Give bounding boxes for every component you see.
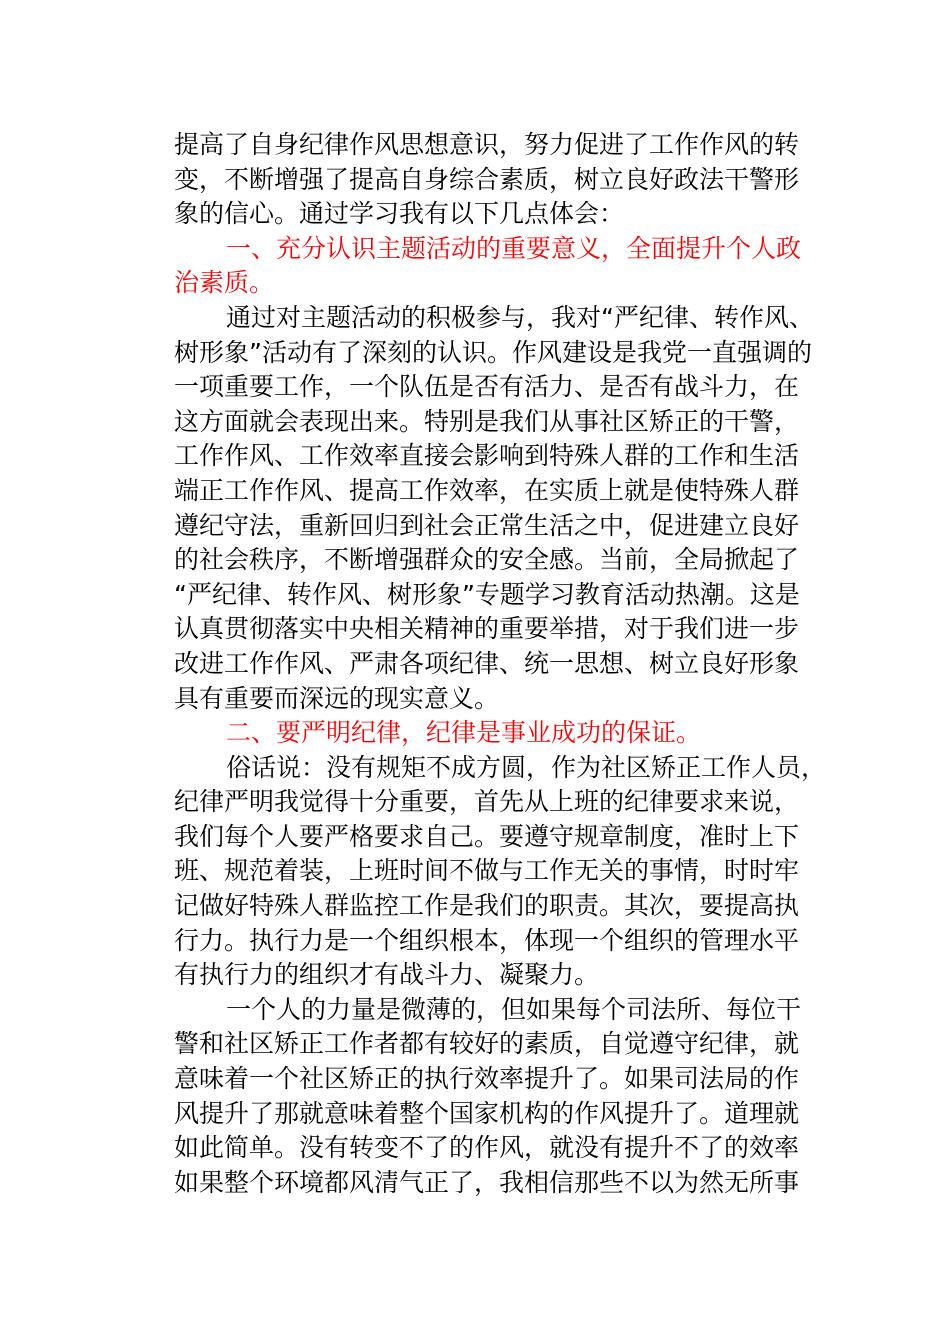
text-line: 的社会秩序，不断增强群众的安全感。当前，全局掀起了 <box>174 545 800 575</box>
text-line: 记做好特殊人群监控工作是我们的职责。其次，要提高执 <box>174 891 800 921</box>
text-line: 提高了自身纪律作风思想意识，努力促进了工作作风的转 <box>174 130 800 159</box>
text-line: 这方面就会表现出来。特别是我们从事社区矫正的干警， <box>174 406 800 436</box>
text-line: 风提升了那就意味着整个国家机构的作风提升了。道理就 <box>174 1098 800 1128</box>
text-line: 班、规范着装，上班时间不做与工作无关的事情，时时牢 <box>174 856 800 886</box>
section-heading-2: 二、要严明纪律，纪律是事业成功的保证。 <box>226 718 702 748</box>
text-line: 纪律严明我觉得十分重要，首先从上班的纪律要求来说， <box>174 787 800 817</box>
text-line: 一项重要工作，一个队伍是否有活力、是否有战斗力，在 <box>174 372 800 402</box>
text-line: 有执行力的组织才有战斗力、凝聚力。 <box>174 960 600 990</box>
text-line: 变，不断增强了提高自身综合素质，树立良好政法干警形 <box>174 164 800 194</box>
text-line: 象的信心。通过学习我有以下几点体会： <box>174 199 625 229</box>
text-line: 树形象”活动有了深刻的认识。作风建设是我党一直强调的 <box>174 337 812 367</box>
section-heading-1: 一、充分认识主题活动的重要意义，全面提升个人政 <box>226 233 802 263</box>
text-line: 端正工作作风、提高工作效率，在实质上就是使特殊人群 <box>174 475 800 505</box>
paragraph-start: 一个人的力量是微薄的，但如果每个司法所、每位干 <box>226 994 802 1024</box>
text-line: “严纪律、转作风、树形象”专题学习教育活动热潮。这是 <box>174 579 800 609</box>
paragraph-start: 通过对主题活动的积极参与，我对“严纪律、转作风、 <box>226 302 814 332</box>
text-line: 如果整个环境都风清气正了，我相信那些不以为然无所事 <box>174 1167 800 1197</box>
text-line: 我们每个人要严格要求自己。要遵守规章制度，准时上下 <box>174 821 800 851</box>
text-line: 警和社区矫正工作者都有较好的素质，自觉遵守纪律，就 <box>174 1029 800 1059</box>
paragraph-start: 俗话说：没有规矩不成方圆，作为社区矫正工作人员， <box>226 752 827 782</box>
text-line: 具有重要而深远的现实意义。 <box>174 683 500 713</box>
text-line: 改进工作作风、严肃各项纪律、统一思想、树立良好形象 <box>174 648 800 678</box>
text-line: 意味着一个社区矫正的执行效率提升了。如果司法局的作 <box>174 1064 800 1094</box>
text-line: 认真贯彻落实中央相关精神的重要举措，对于我们进一步 <box>174 614 800 644</box>
text-line: 行力。执行力是一个组织根本，体现一个组织的管理水平 <box>174 925 800 955</box>
text-line: 遵纪守法，重新回归到社会正常生活之中，促进建立良好 <box>174 510 800 540</box>
text-line: 如此简单。没有转变不了的作风，就没有提升不了的效率 <box>174 1133 800 1163</box>
text-line: 工作作风、工作效率直接会影响到特殊人群的工作和生活 <box>174 441 800 471</box>
section-heading-1-cont: 治素质。 <box>174 268 275 298</box>
body-text <box>174 128 844 1200</box>
